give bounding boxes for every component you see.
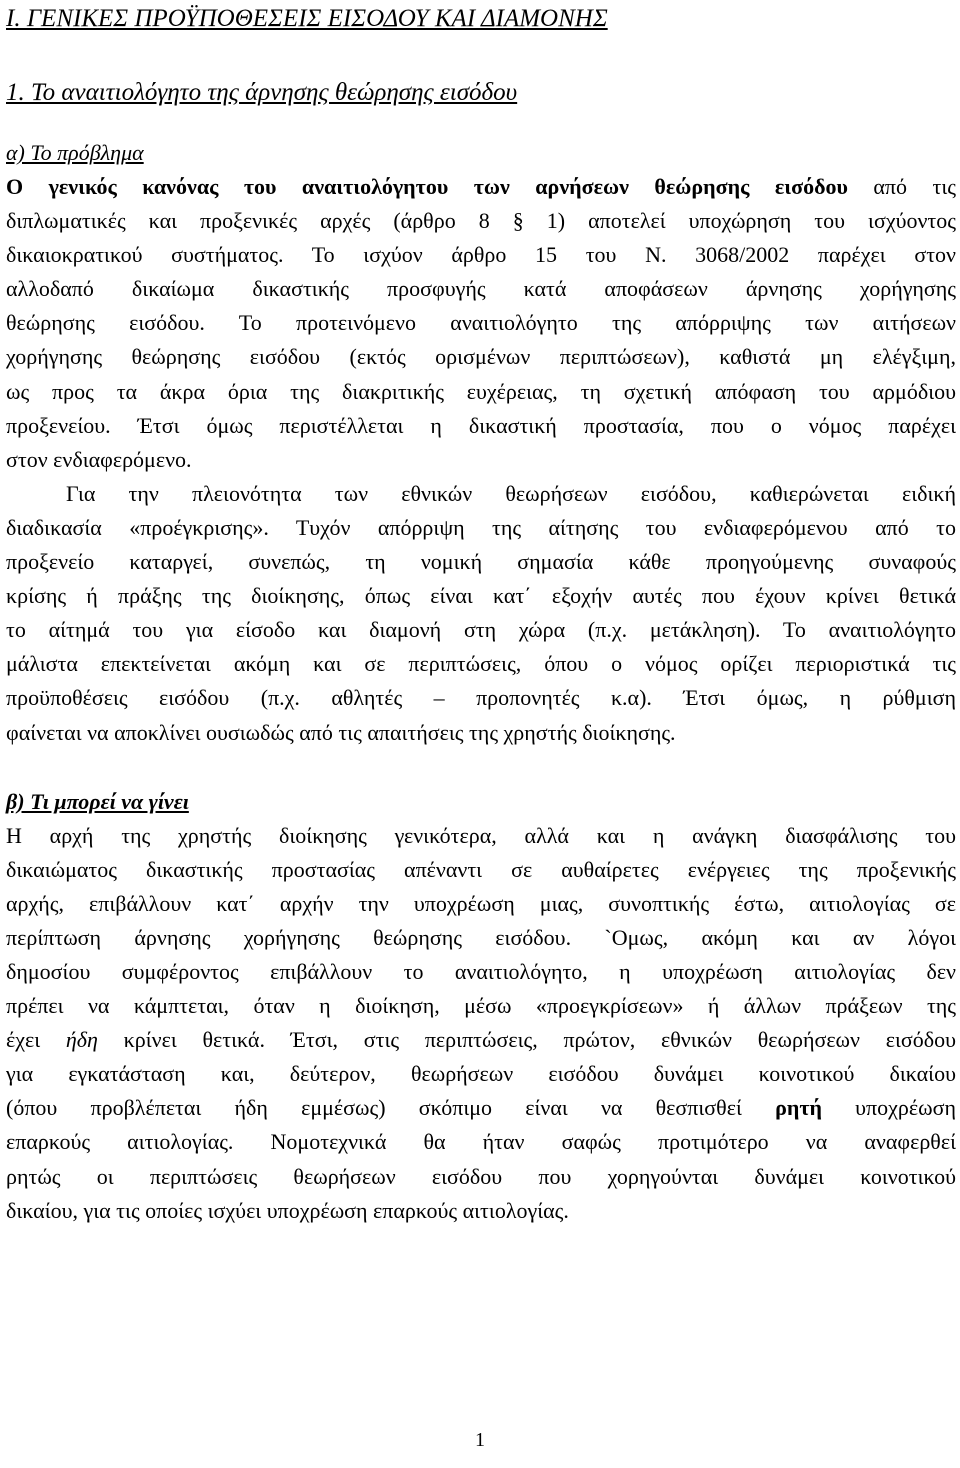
sub-heading: 1. Το αναιτιολόγητο της άρνησης θεώρησης εισόδου xyxy=(6,79,518,106)
text-line: κρίσης ή πράξης της διοίκησης, όπως είναι κατ΄ εξοχήν αυτές που έχουν κρίνει θετικά xyxy=(6,583,956,609)
text-line: Η αρχή της χρηστής διοίκησης γενικότερα, αλλά και η ανάγκη διασφάλισης του xyxy=(6,822,956,848)
page-number: 1 xyxy=(475,1429,485,1451)
text-run: υποχρέωση xyxy=(821,1095,956,1121)
main-heading: I. ΓΕΝΙΚΕΣ ΠΡΟΫΠΟΘΕΣΕΙΣ ΕΙΣΟΔΟΥ ΚΑΙ ΔΙΑΜΟΝΗΣ xyxy=(6,5,608,32)
text-line: επαρκούς αιτιολογίας. Νομοτεχνικά θα ήταν σαφώς προτιμότερο να αναφερθεί xyxy=(6,1129,956,1155)
text-line: δικαιοκρατικού συστήματος. Το ισχύον άρθρο 15 του Ν. 3068/2002 παρέχει στον xyxy=(6,242,956,268)
text-line: μάλιστα επεκτείνεται ακόμη και σε περιπτώσεις, όπου ο νόμος ορίζει περιοριστικά τις xyxy=(6,651,956,677)
text-line: το αίτημά του για είσοδο και διαμονή στη χώρα (π.χ. μετάκληση). Το αναιτιολόγητο xyxy=(6,617,956,643)
text-line: διαδικασία «προέγκρισης». Τυχόν απόρριψη της αίτησης του ενδιαφερόμενου από το xyxy=(6,514,956,540)
text-line: φαίνεται να αποκλίνει ουσιωδώς από τις απαιτήσεις της χρηστής διοίκησης. xyxy=(6,719,676,745)
section-a-title: α) Το πρόβλημα xyxy=(6,140,144,165)
text-line: για εγκατάσταση και, δεύτερον, θεωρήσεων εισόδου δυνάμει κοινοτικού δικαίου xyxy=(6,1061,956,1087)
text-line: προξενείο καταργεί, συνεπώς, τη νομική σημασία κάθε προηγούμενης συναφούς xyxy=(6,549,956,575)
text-line xyxy=(6,1023,956,1057)
text-line: δημοσίου συμφέροντος επιβάλλουν το αναιτιολόγητο, η υποχρέωση αιτιολογίας δεν xyxy=(6,958,956,984)
section-b-title: β) Τι μπορεί να γίνει xyxy=(6,788,189,814)
text-run: κρίνει θετικά. Έτσι, στις περιπτώσεις, πρώτον, εθνικών θεωρήσεων εισόδου xyxy=(97,1027,956,1053)
text-line: διπλωματικές και προξενικές αρχές (άρθρο 8 § 1) αποτελεί υποχώρηση του ισχύοντος xyxy=(6,208,956,234)
text-line xyxy=(6,1091,956,1125)
section-a-paragraph-1 xyxy=(6,170,956,477)
italic-phrase: ήδη xyxy=(65,1027,98,1053)
text-line: δικαιώματος δικαστικής προστασίας απέναντι σε αυθαίρετες ενέργειες της προξενικής xyxy=(6,856,956,882)
section-a-paragraph-2 xyxy=(6,477,956,750)
bold-phrase: ρητή xyxy=(775,1095,822,1121)
section-b-paragraph xyxy=(6,819,956,1228)
text-line: δικαίου, για τις οποίες ισχύει υποχρέωση επαρκούς αιτιολογίας. xyxy=(6,1197,569,1223)
text-line: Για την πλειονότητα των εθνικών θεωρήσεων εισόδου, καθιερώνεται ειδική xyxy=(66,480,956,506)
text-line: πρέπει να κάμπτεται, όταν η διοίκηση, μέσω «προεγκρίσεων» ή άλλων πράξεων της xyxy=(6,993,956,1019)
document-page xyxy=(6,0,956,1228)
text-line: ως προς τα άκρα όρια της διακριτικής ευχέρειας, τη σχετική απόφαση του αρμόδιου xyxy=(6,378,956,404)
text-run: από τις xyxy=(847,174,956,199)
text-run: έχει xyxy=(6,1027,66,1053)
text-line: προϋποθέσεις εισόδου (π.χ. αθλητές – προπονητές κ.α). Έτσι όμως, η ρύθμιση xyxy=(6,685,956,711)
text-run: (όπου προβλέπεται ήδη εμμέσως) σκόπιμο είναι να θεσπισθεί xyxy=(6,1095,776,1121)
bold-phrase: Ο γενικός κανόνας του αναιτιολόγητου των αρνήσεων θεώρησης εισόδου xyxy=(6,174,848,199)
text-line: θεώρησης εισόδου. Το προτεινόμενο αναιτιολόγητο της απόρριψης των αιτήσεων xyxy=(6,310,956,336)
text-line: στον ενδιαφερόμενο. xyxy=(6,446,192,472)
text-line: χορήγησης θεώρησης εισόδου (εκτός ορισμένων περιπτώσεων), καθιστά μη ελέγξιμη, xyxy=(6,344,956,370)
text-line: ρητώς οι περιπτώσεις θεωρήσεων εισόδου που χορηγούνται δυνάμει κοινοτικού xyxy=(6,1163,956,1189)
text-line: προξενείου. Έτσι όμως περιστέλλεται η δικαστική προστασία, που ο νόμος παρέχει xyxy=(6,412,956,438)
text-line: αρχής, επιβάλλουν κατ΄ αρχήν την υποχρέωση μιας, συνοπτικής έστω, αιτιολογίας σε xyxy=(6,890,956,916)
text-line xyxy=(6,170,956,204)
text-line: περίπτωση άρνησης χορήγησης θεώρησης εισόδου. `Ομως, ακόμη και αν λόγοι xyxy=(6,924,956,950)
text-line: αλλοδαπό δικαίωμα δικαστικής προσφυγής κατά αποφάσεων άρνησης χορήγησης xyxy=(6,276,956,302)
